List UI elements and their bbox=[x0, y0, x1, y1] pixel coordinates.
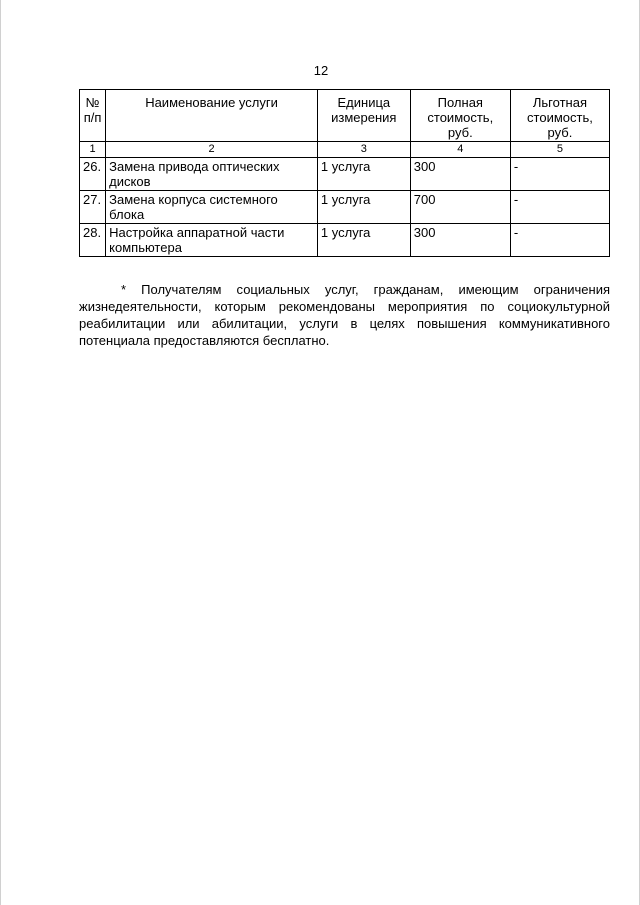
column-index: 2 bbox=[106, 142, 318, 158]
preferential-price: - bbox=[510, 224, 609, 257]
table-header-row bbox=[80, 90, 610, 142]
page-number: 12 bbox=[313, 63, 329, 78]
footnote: * Получателям социальных услуг, гражданам, имеющим ограничения жизнедеятельности, которым рекомендованы мероприятия по социокультурной реабилитации или абилитации, услуги в целях повышения коммуникативного потенциала предоставляются бесплатно. bbox=[79, 282, 610, 348]
preferential-price: - bbox=[510, 158, 609, 191]
column-index-row bbox=[80, 142, 610, 158]
table-row bbox=[80, 158, 610, 191]
service-unit: 1 услуга bbox=[317, 191, 410, 224]
full-price: 300 bbox=[410, 158, 510, 191]
column-index: 4 bbox=[410, 142, 510, 158]
header-unit: Единица измерения bbox=[317, 90, 410, 142]
header-full-price: Полная стоимость, руб. bbox=[410, 90, 510, 142]
table-row bbox=[80, 191, 610, 224]
service-unit: 1 услуга bbox=[317, 224, 410, 257]
column-index: 1 bbox=[80, 142, 106, 158]
column-index: 3 bbox=[317, 142, 410, 158]
preferential-price: - bbox=[510, 191, 609, 224]
row-number: 28. bbox=[80, 224, 106, 257]
table-row bbox=[80, 224, 610, 257]
service-name: Настройка аппаратной части компьютера bbox=[106, 224, 318, 257]
full-price: 300 bbox=[410, 224, 510, 257]
row-number: 26. bbox=[80, 158, 106, 191]
header-service-name: Наименование услуги bbox=[106, 90, 318, 142]
service-name: Замена корпуса системного блока bbox=[106, 191, 318, 224]
full-price: 700 bbox=[410, 191, 510, 224]
column-index: 5 bbox=[510, 142, 609, 158]
row-number: 27. bbox=[80, 191, 106, 224]
service-unit: 1 услуга bbox=[317, 158, 410, 191]
header-preferential-price: Льготная стоимость, руб. bbox=[510, 90, 609, 142]
header-number: № п/п bbox=[80, 90, 106, 142]
service-name: Замена привода оптических дисков bbox=[106, 158, 318, 191]
services-price-table bbox=[79, 89, 610, 257]
